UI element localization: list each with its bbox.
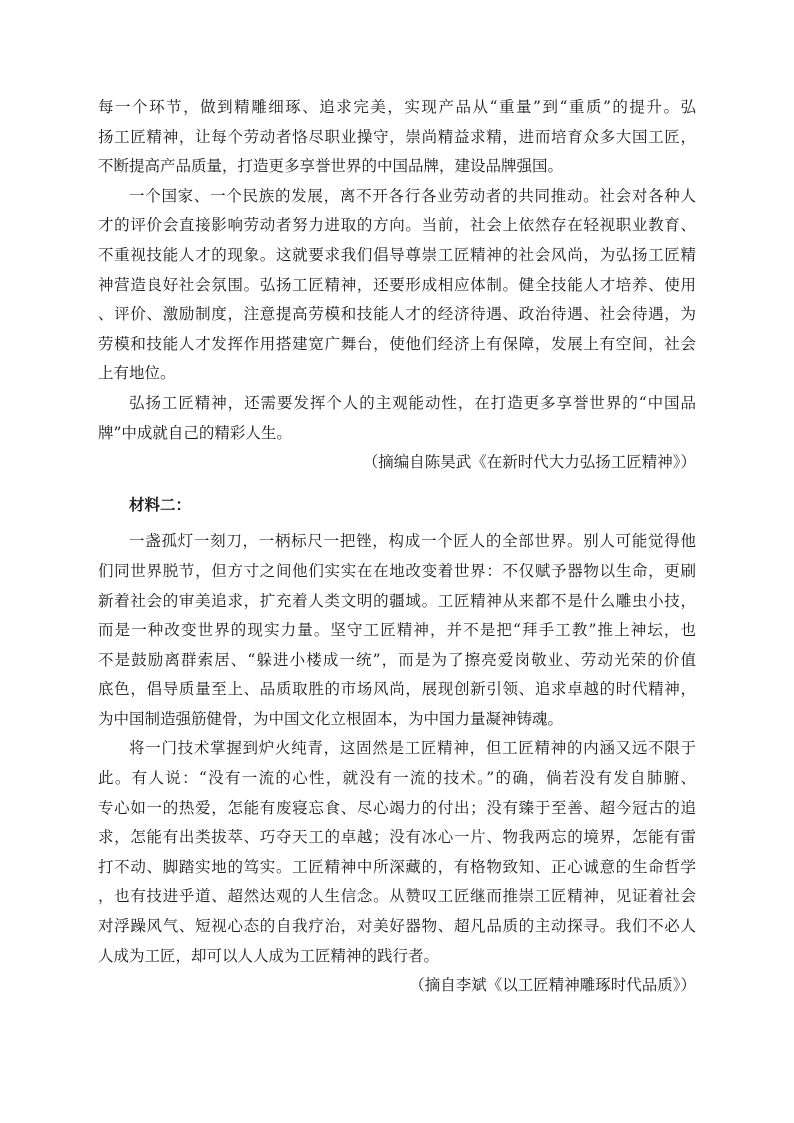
text-line: 此。有人说：“没有一流的心性，就没有一流的技术。”的确，倘若没有发自肺腑、 xyxy=(98,769,696,788)
text-line: 求，怎能有出类拔萃、巧夺天工的卓越；没有冰心一片、物我两忘的境界，怎能有雷 xyxy=(98,828,696,847)
text-line: 而是一种改变世界的现实力量。坚守工匠精神，并不是把“拜手工教”推上神坛，也 xyxy=(98,621,696,640)
text-line: 每一个环节，做到精雕细琢、追求完美，实现产品从“重量”到“重质”的提升。弘 xyxy=(98,98,696,116)
material-two-paragraph-1 xyxy=(98,527,696,734)
text-line: 对浮躁风气、短视心态的自我疗治，对美好器物、超凡品质的主动探寻。我们不必人 xyxy=(98,917,696,936)
text-line: 人成为工匠，却可以人人成为工匠精神的践行者。 xyxy=(98,946,440,965)
text-line: 为中国制造强筋健骨，为中国文化立根固本，为中国力量凝神铸魂。 xyxy=(98,709,564,728)
text-line: 一盏孤灯一刻刀，一柄标尺一把锉，构成一个匠人的全部世界。别人可能觉得他 xyxy=(129,532,696,551)
text-line: 、评价、激励制度，注意提高劳模和技能人才的经济待遇、政治待遇、社会待遇，为 xyxy=(98,305,696,324)
text-line: 劳模和技能人才发挥作用搭建宽广舞台，使他们经济上有保障，发展上有空间，社会 xyxy=(98,334,696,353)
material-two-paragraph-2 xyxy=(98,734,696,971)
text-line: 专心如一的热爱，怎能有废寝忘食、尽心竭力的付出；没有臻于至善、超今冠古的追 xyxy=(98,798,696,817)
document-page xyxy=(98,93,696,1001)
material-one-paragraph-1 xyxy=(98,93,696,182)
text-line: 们同世界脱节，但方寸之间他们实实在在地改变着世界：不仅赋予器物以生命，更刷 xyxy=(98,561,696,580)
text-line: 不重视技能人才的现象。这就要求我们倡导尊崇工匠精神的社会风尚，为弘扬工匠精 xyxy=(98,245,696,264)
text-line: 上有地位。 xyxy=(98,364,176,383)
section-heading: 材料二： xyxy=(129,494,192,514)
text-line: ，也有技进乎道、超然达观的人生信念。从赞叹工匠继而推崇工匠精神，见证着社会 xyxy=(98,887,696,906)
text-line: 将一门技术掌握到炉火纯青，这固然是工匠精神，但工匠精神的内涵又远不限于 xyxy=(129,739,696,758)
text-line: 一个国家、一个民族的发展，离不开各行各业劳动者的共同推动。社会对各种人 xyxy=(129,186,696,205)
text-line: 牌”中成就自己的精彩人生。 xyxy=(98,423,292,442)
material-one-paragraph-2 xyxy=(98,182,696,389)
text-line: 才的评价会直接影响劳动者努力进取的方向。当前，社会上依然存在轻视职业教育、 xyxy=(98,216,696,235)
text-line: 底色，倡导质量至上、品质取胜的市场风尚，展现创新引领、追求卓越的时代精神， xyxy=(98,680,696,699)
text-line: 不是鼓励离群索居、“躲进小楼成一统”，而是为了擦亮爱岗敬业、劳动光荣的价值 xyxy=(98,650,696,669)
text-line: 神营造良好社会氛围。弘扬工匠精神，还要形成相应体制。健全技能人才培养、使用 xyxy=(98,275,696,294)
text-line: 新着社会的审美追求，扩充着人类文明的疆域。工匠精神从来都不是什么雕虫小技， xyxy=(98,591,696,610)
text-line: 不断提高产品质量，打造更多享誉世界的中国品牌，建设品牌强国。 xyxy=(98,157,564,176)
text-line: 打不动、脚踏实地的笃实。工匠精神中所深藏的，有格物致知、正心诚意的生命哲学 xyxy=(98,857,696,876)
source-citation: （摘自李斌《以工匠精神雕琢时代品质》） xyxy=(409,976,696,995)
source-citation: （摘编自陈昊武《在新时代大力弘扬工匠精神》） xyxy=(362,453,696,472)
material-one-paragraph-3 xyxy=(98,389,696,448)
text-line: 扬工匠精神，让每个劳动者恪尽职业操守，崇尚精益求精，进而培育众多大国工匠， xyxy=(98,127,696,146)
text-line: 弘扬工匠精神，还需要发挥个人的主观能动性，在打造更多享誉世界的“中国品 xyxy=(129,393,696,412)
